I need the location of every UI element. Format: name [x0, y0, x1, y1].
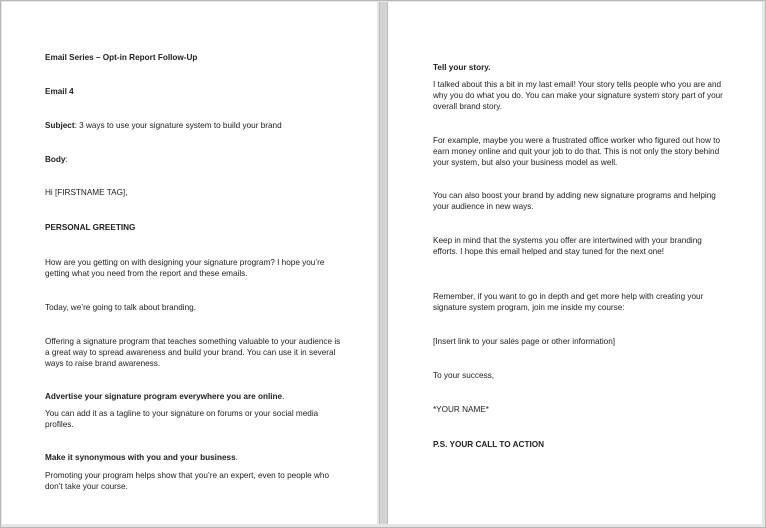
paragraph-branding: Today, we’re going to talk about branding.: [45, 303, 196, 312]
paragraph-keep-in-mind: Keep in mind that the systems you offer are intertwined with your branding efforts. I hope this email helped and stay tuned for the next one!: [433, 236, 702, 257]
heading-advertise-text: Advertise your signature program everywhere you are online: [45, 392, 283, 401]
greeting: Hi [FIRSTNAME TAG],: [45, 188, 128, 197]
ps-call-to-action: P.S. YOUR CALL TO ACTION: [433, 440, 545, 449]
subject-label: Subject: [45, 121, 75, 130]
body-label: Body: [45, 155, 66, 164]
paragraph-story: I talked about this a bit in my last email! Your story tells people who you are and why you do what you do. You can make your signature system story part of your overall brand story.: [433, 80, 723, 112]
heading-synonymous-text: Make it synonymous with you and your business: [45, 453, 236, 462]
paragraph-promoting: Promoting your program helps show that you’re an expert, even to people who don’t take your course.: [45, 471, 329, 492]
heading-advertise: [45, 391, 345, 402]
paragraph-tagline: You can add it as a tagline to your signature on forums or your social media profiles.: [45, 409, 319, 430]
link-placeholder: [Insert link to your sales page or other information]: [433, 337, 616, 346]
heading-advertise-period: .: [282, 392, 285, 401]
heading-tell-story: Tell your story.: [433, 63, 491, 72]
personal-greeting: PERSONAL GREETING: [45, 223, 136, 232]
page-gutter: [379, 2, 388, 524]
paragraph-remember: Remember, if you want to go in depth and get more help with creating your signature system program, join me inside my course:: [433, 292, 704, 313]
paragraph-offering: Offering a signature program that teaches something valuable to your audience is a great way to spread awareness and build your brand. You can use it in several ways to raise brand awareness.: [45, 337, 341, 369]
paragraph-boost: You can also boost your brand by adding new signature programs and helping your audience in new ways.: [433, 191, 716, 212]
body-colon: :: [65, 155, 68, 164]
paragraph-intro: How are you getting on with designing your signature program? I hope you’re getting what you need from the report and these emails.: [45, 258, 325, 279]
author-name: *YOUR NAME*: [433, 405, 489, 414]
email-number: Email 4: [45, 87, 74, 96]
signoff: To your success,: [433, 371, 494, 380]
page-right: [388, 2, 762, 524]
page-left: [2, 2, 377, 524]
subject-line: [45, 120, 345, 131]
paragraph-example: For example, maybe you were a frustrated office worker who figured out how to earn money online and quit your job to do that. This is not only the story behind your system, but also your business model as well.: [433, 136, 721, 168]
heading-synonymous: [45, 452, 345, 463]
subject-text: : 3 ways to use your signature system to build your brand: [74, 121, 282, 130]
heading-synonymous-period: .: [235, 453, 238, 462]
series-title: Email Series – Opt-in Report Follow-Up: [45, 53, 198, 62]
body-line: [45, 154, 345, 165]
